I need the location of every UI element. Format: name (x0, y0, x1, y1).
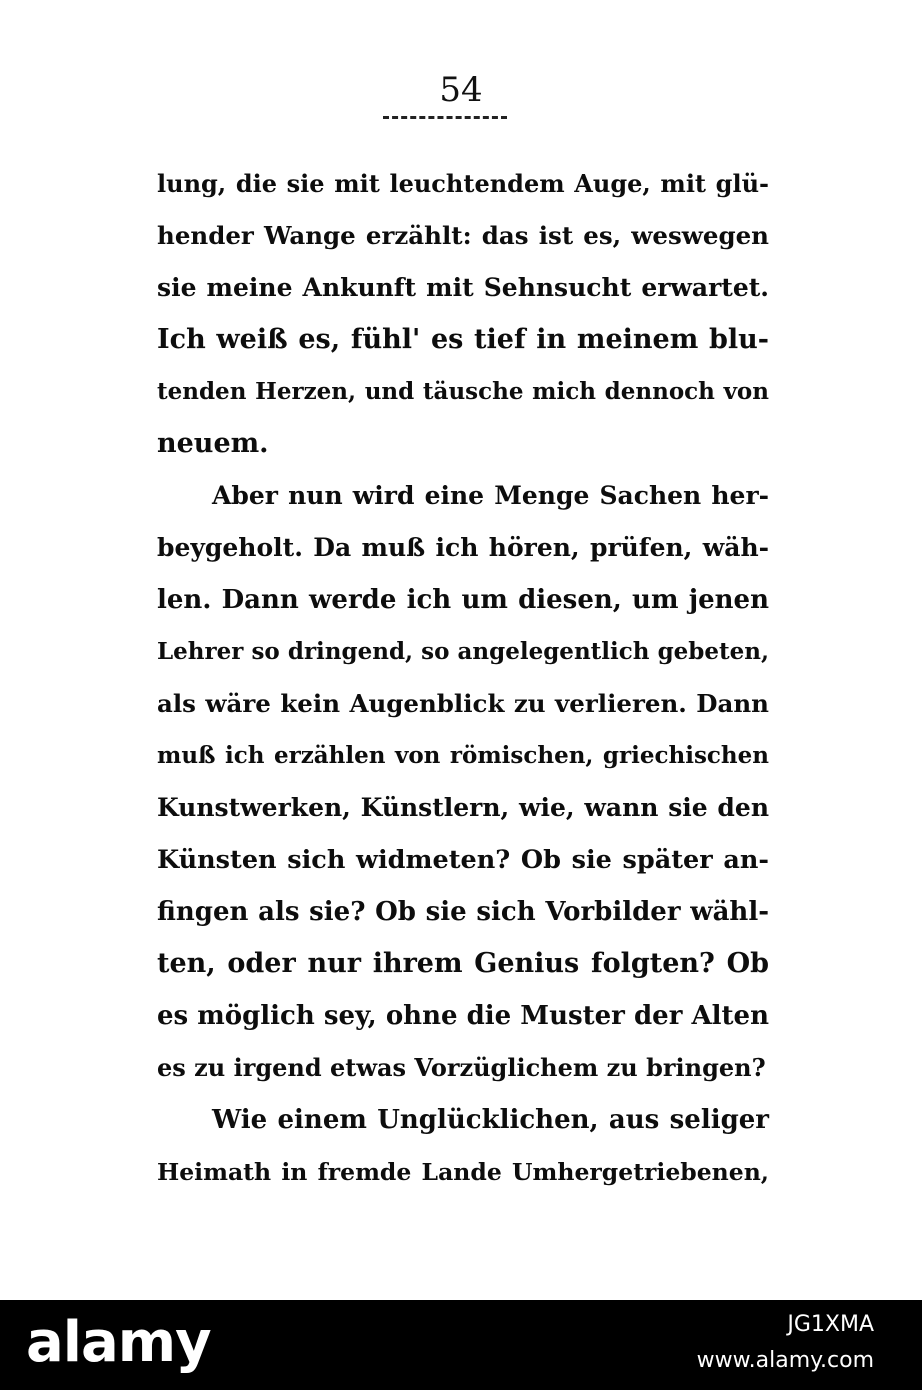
text-line: es möglich sey, ohne die Muster der Alten (157, 1001, 769, 1031)
text-line: tenden Herzen, und täusche mich dennoch von (157, 378, 769, 405)
text-line: muß ich erzählen von römischen, griechischen (157, 742, 769, 769)
page-text (157, 158, 769, 1198)
text-line: Heimath in fremde Lande Umhergetriebenen, (157, 1158, 769, 1186)
text-line: Kunstwerken, Künstlern, wie, wann sie den (157, 793, 769, 822)
text-line: lung, die sie mit leuchtendem Auge, mit glü- (157, 169, 769, 198)
text-line: sie meine Ankunft mit Sehnsucht erwartet. (157, 273, 769, 302)
stock-footer-bar (0, 1300, 922, 1390)
text-line: Künsten sich widmeten? Ob sie später an- (157, 845, 769, 875)
text-line: als wäre kein Augenblick zu verlieren. Dann (157, 689, 769, 718)
page-number-rule (383, 116, 507, 119)
text-line: hender Wange erzählt: das ist es, weswegen (157, 221, 769, 250)
text-line: beygeholt. Da muß ich hören, prüfen, wäh- (157, 533, 769, 562)
text-line: neuem. (157, 428, 269, 459)
alamy-logo: alamy (26, 1310, 211, 1375)
text-line: Lehrer so dringend, so angelegentlich gebeten, (157, 638, 769, 665)
site-url-label: www.alamy.com (696, 1348, 874, 1373)
text-line: Aber nun wird eine Menge Sachen her- (212, 481, 769, 510)
text-line: Wie einem Unglücklichen, aus seliger (212, 1105, 769, 1135)
text-line: Ich weiß es, fühl' es tief in meinem blu- (157, 324, 769, 355)
text-line: es zu irgend etwas Vorzüglichem zu bringen? (157, 1053, 766, 1082)
text-line: ten, oder nur ihrem Genius folgten? Ob (157, 948, 769, 979)
text-line: fingen als sie? Ob sie sich Vorbilder wähl- (157, 897, 769, 927)
text-line: len. Dann werde ich um diesen, um jenen (157, 585, 769, 615)
page-number: 54 (439, 70, 483, 110)
image-id-label: JG1XMA (787, 1312, 874, 1337)
